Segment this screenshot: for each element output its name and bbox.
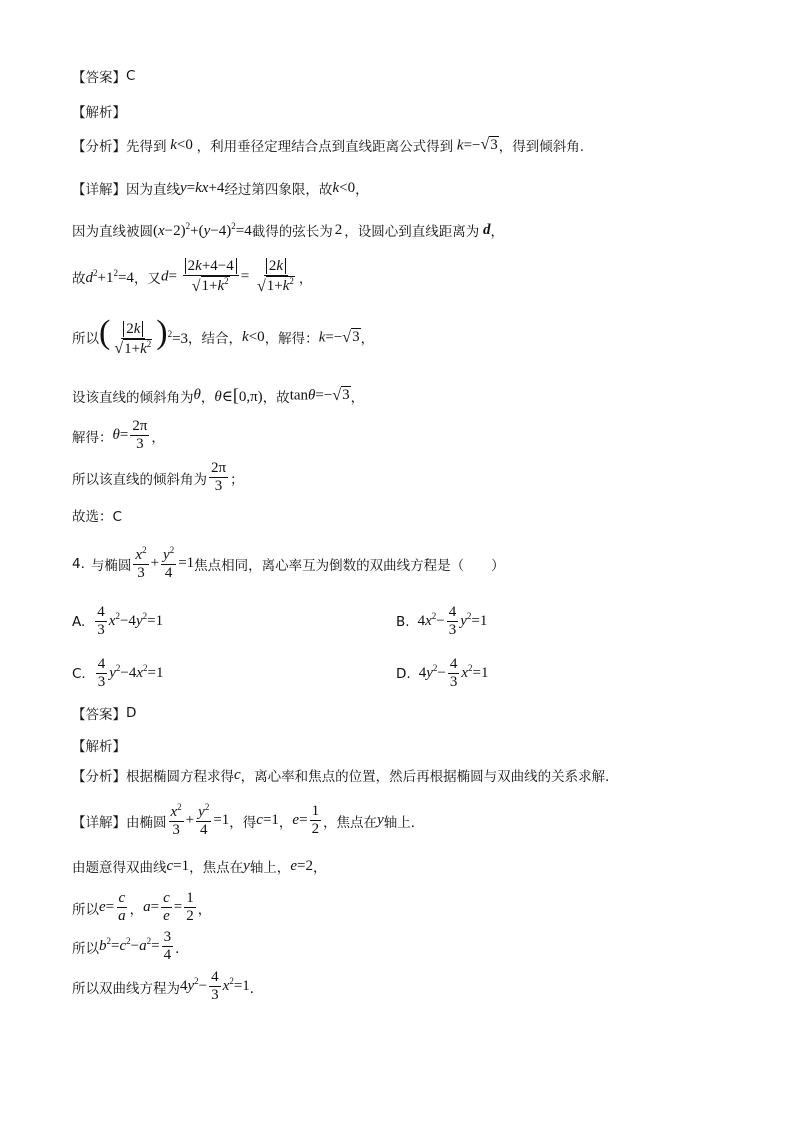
text: ．	[175, 940, 189, 957]
option-formula: $4y^2-$ $\frac{4}{3}$ $x^2=1$	[418, 656, 489, 691]
formula-c: c	[234, 766, 241, 783]
fenxi-tag: 【分析】	[72, 139, 126, 155]
formula-hyperbola: $4y^2-$ $\frac{4}{3}$ $x^2=1$	[180, 969, 250, 1004]
text: ，	[490, 224, 504, 240]
option-formula: $4x^2-$ $\frac{4}{3}$ $y^2=1$	[417, 604, 488, 639]
q3-line-distance	[72, 258, 312, 296]
q3-xiangjie	[72, 178, 369, 198]
text: ，结合，	[188, 331, 243, 348]
option-a[interactable]	[72, 604, 163, 640]
formula-tan: tanθ=− √ 3	[289, 386, 350, 404]
xiangjie-text: ，	[278, 814, 293, 831]
question-text: 焦点相同，离心率互为倒数的双曲线方程是（ ）	[194, 557, 505, 574]
fenxi-text: 先得到	[126, 139, 167, 155]
q3-line-conclusion	[72, 460, 244, 496]
jiexi-tag: 【解析】	[72, 105, 126, 121]
formula-squared: ( 2k √ $1+k^2$ )$^2$=3	[99, 314, 189, 358]
formula-k-result: k=− √ 3	[318, 328, 360, 346]
text: 所以该直线的倾斜角为	[72, 471, 207, 488]
q3-fenxi	[72, 135, 584, 155]
formula-k-lt-0: k<0	[332, 179, 356, 196]
choose-text: 故选：C	[72, 509, 122, 525]
fenxi-text: ，离心率和焦点的位置，然后再根据椭圆与双曲线的关系求解．	[240, 769, 619, 785]
option-label: D.	[396, 665, 411, 682]
formula-d2: $d^2+1^2=4$	[85, 267, 134, 286]
text: 所以	[72, 940, 99, 957]
option-formula: $\frac{4}{3}$ $y^2-4x^2=1$	[97, 656, 164, 691]
formula-ellipse: $\frac{x^2}{3}$ + $\frac{y^2}{4}$ =1	[135, 545, 195, 582]
xiangjie-tag: 【详解】	[72, 182, 126, 198]
text: ，	[151, 429, 165, 446]
question-number: 4.	[72, 555, 85, 572]
option-c[interactable]	[72, 656, 164, 692]
formula-k-lt-0: k<0	[170, 136, 197, 153]
option-d[interactable]	[396, 656, 488, 692]
text: ，	[298, 271, 313, 287]
fenxi-text: ，得到倾斜角.	[498, 139, 585, 155]
text: ．	[249, 980, 264, 997]
text: ，解得：	[264, 331, 319, 348]
formula-k-lt-0: k<0	[242, 328, 265, 345]
text: 轴上，	[249, 860, 291, 876]
answer-value: D	[126, 705, 137, 721]
text: ，	[360, 331, 375, 348]
q4-line-result	[72, 969, 263, 1005]
formula-e-half: e= $\frac{1}{2}$	[292, 803, 320, 838]
text: 因为直线被圆	[72, 224, 153, 240]
answer-value: C	[126, 68, 136, 84]
xiangjie-text: ，	[355, 182, 369, 198]
option-label: C.	[72, 665, 86, 682]
text: 设该直线的倾斜角为	[72, 389, 194, 406]
q3-jiexi	[72, 101, 126, 121]
fenxi-text: ，利用垂径定理结合点到直线距离公式得到	[196, 139, 454, 155]
xiangjie-text: ，得	[229, 814, 257, 831]
xiangjie-text: 由椭圆	[126, 814, 167, 831]
xiangjie-text: 因为直线	[126, 182, 180, 198]
text: ，	[200, 389, 215, 406]
formula-theta-range: θ∈[0,π)	[214, 385, 263, 405]
formula-circle: $(x-2)^2+(y-4)^2=4$	[153, 220, 252, 239]
text: ，又	[133, 271, 161, 287]
text: ，设圆心到直线距离为	[344, 224, 480, 240]
formula-line: y=kx+4	[180, 179, 225, 196]
question-text: 与椭圆	[90, 557, 132, 574]
text: ，	[129, 901, 144, 918]
formula-k-eq-neg-sqrt3: k=− √ 3	[456, 136, 498, 154]
option-formula: $\frac{4}{3}$ $x^2-4y^2=1$	[97, 604, 164, 639]
q3-choose	[72, 505, 122, 525]
q3-line-theta-result	[72, 418, 165, 454]
q4-line-hyperbola	[72, 856, 326, 876]
text: 所以双曲线方程为	[72, 980, 180, 997]
q3-line-solve-k	[72, 316, 374, 359]
formula-e-ca: e= $\frac{c}{a}$	[99, 890, 126, 925]
text: ，故	[262, 389, 290, 406]
formula-d-eq: d= 2k+4−4 √ $1+k^2$ = 2k √ $1+k^2$	[160, 258, 294, 295]
chord-length: 2	[334, 221, 343, 238]
fenxi-tag: 【分析】	[72, 769, 126, 785]
text: ，	[350, 389, 365, 406]
option-label: B.	[396, 613, 410, 630]
formula-c-eq-1: c=1	[166, 857, 190, 874]
answer-tag: 【答案】	[72, 707, 126, 723]
text: 所以	[72, 901, 99, 918]
q3-line-circle	[72, 220, 504, 240]
formula-b2: $b^2=c^2-a^2=$ $\frac{3}{4}$	[99, 929, 172, 964]
formula-theta-2pi3: θ= $\frac{2\pi}{3}$	[112, 418, 148, 453]
q3-line-angle	[72, 385, 364, 406]
formula-y: y	[377, 812, 384, 829]
formula-2pi3: $\frac{2\pi}{3}$	[211, 460, 227, 495]
xiangjie-text: ，焦点在	[323, 814, 378, 831]
option-label: A.	[72, 613, 86, 630]
text: 由题意得双曲线	[72, 860, 167, 876]
formula-e-eq-2: e=2	[290, 857, 313, 874]
jiexi-tag: 【解析】	[72, 739, 126, 755]
xiangjie-text: 轴上．	[383, 814, 425, 831]
text: 解得：	[72, 429, 113, 446]
text: ，	[197, 901, 212, 918]
formula-a: a= $\frac{c}{e}$ = $\frac{1}{2}$	[143, 890, 194, 925]
text: 截得的弦长为	[251, 224, 333, 240]
text: 所以	[72, 331, 99, 348]
q4-answer	[72, 703, 136, 723]
formula-theta: θ	[193, 387, 201, 403]
text: ，焦点在	[189, 860, 244, 876]
formula-c-eq-1: c=1	[256, 812, 279, 829]
formula-ellipse: $\frac{x^2}{3}$ + $\frac{y^2}{4}$ =1	[170, 802, 230, 839]
answer-tag: 【答案】	[72, 70, 126, 86]
q4-jiexi	[72, 735, 126, 755]
text: ；	[230, 471, 244, 488]
formula-d: d	[479, 221, 491, 238]
text: 故	[72, 271, 86, 287]
fenxi-text: 根据椭圆方程求得	[126, 769, 234, 785]
text: ，	[312, 860, 327, 876]
option-b[interactable]	[396, 604, 487, 640]
q4-xiangjie	[72, 802, 424, 840]
formula-y: y	[243, 857, 250, 874]
q4-stem	[72, 545, 505, 583]
q4-fenxi	[72, 765, 619, 785]
q4-line-b	[72, 929, 189, 965]
q3-answer	[72, 66, 135, 86]
xiangjie-tag: 【详解】	[72, 814, 126, 831]
xiangjie-text: 经过第四象限，故	[224, 182, 333, 198]
q4-line-a	[72, 890, 211, 926]
